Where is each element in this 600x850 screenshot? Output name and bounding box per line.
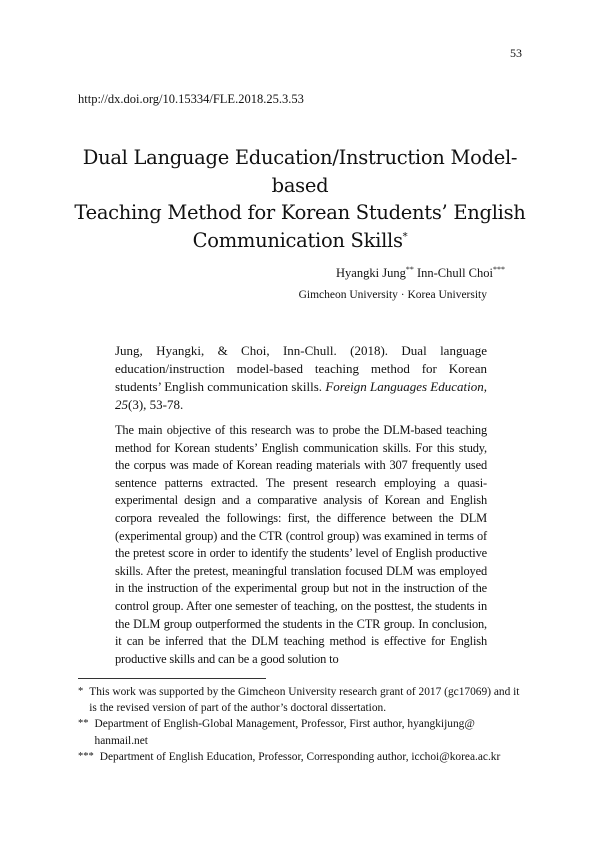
page-number: 53 [510,46,522,60]
author-list [336,266,505,281]
citation-block [115,342,487,414]
title-footnote-mark: * [402,231,408,242]
footnote [78,716,528,748]
citation-text: Jung, Hyangki, & Choi, Inn-Chull. (2018). Dual language education/instruction model-based teaching method for Korean students’ English communication skills. [115,343,487,394]
citation-journal: Foreign Languages Education, [325,379,487,394]
author-affiliation: Gimcheon University · Korea University [298,289,487,301]
paper-title [60,144,540,254]
footnote [78,684,528,716]
footnote-mark: * [78,686,84,697]
footnote-text: Department of English-Global Management, Professor, First author, hyangkijung@ hanmail.net [94,718,475,747]
footnote-mark: *** [78,750,94,762]
citation-pages: (3), 53-78. [128,397,184,412]
author-1-mark: ** [405,264,414,274]
author-1: Hyangki Jung [336,266,406,280]
doi-link[interactable]: http://dx.doi.org/10.15334/FLE.2018.25.3.53 [78,92,304,106]
footnote-text: This work was supported by the Gimcheon University research grant of 2017 (gc17069) and it is the revised version of part of the author’s doctoral dissertation. [89,686,520,715]
abstract-paragraph: The main objective of this research was to probe the DLM-based teaching method for Korean students’ English communication skills. For this study, the corpus was made of Korean reading materials with 307 frequently used sentence patterns extracted. The present research employing a quasi-experimental design and a comparative analysis of Korean and English corpora revealed the followings: first, the difference between the DLM (experimental group) and the CTR (control group) was examined in terms of the pretest score in order to identify the students’ level of English productive skills. After the pretest, meaningful translation focused DLM was employed in the instruction of the experimental group but not in the instruction of the control group. After one semester of teaching, on the posttest, the students in the DLM group outperformed the students in the CTR group. In conclusion, it can be inferred that the DLM teaching method is effective for English productive skills and can be a good solution to [115,423,487,666]
citation-volume: 25 [115,397,128,412]
title-line-3-text: Communication Skills [192,228,403,252]
footnote-divider [78,678,266,679]
footnotes [78,684,528,765]
title-line-2: Teaching Method for Korean Students’ English [74,201,526,224]
author-2-mark: *** [493,264,505,274]
author-2: Inn-Chull Choi [416,266,493,280]
title-line-1: Dual Language Education/Instruction Model-based [82,146,518,197]
footnote [78,749,528,765]
footnote-mark: ** [78,718,89,730]
footnote-text: Department of English Education, Professor, Corresponding author, icchoi@korea.ac.kr [99,750,501,763]
title-line-3 [60,227,540,255]
